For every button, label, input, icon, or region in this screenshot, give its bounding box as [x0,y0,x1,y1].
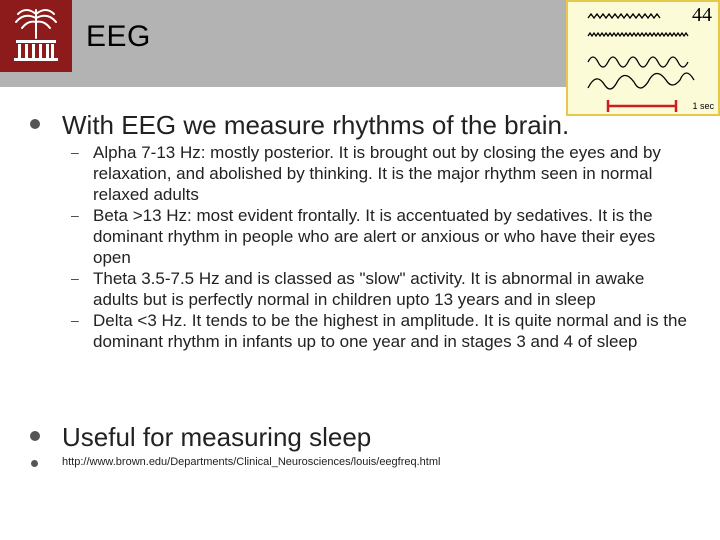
sub-bullet-item [71,310,693,352]
sub-bullet-item [71,268,693,310]
dash-icon: – [71,270,79,286]
beta-trace [588,14,660,18]
bullet-dot-icon [30,119,40,129]
sub-bullet-text: Delta <3 Hz. It tends to be the highest in amplitude. It is quite normal and is the dominant rhythm in infants up to one year and in stages 3 and 4 of sleep [93,311,687,351]
slide-title: EEG [86,20,151,53]
sub-bullet-list [71,142,693,352]
figure-number: 44 [692,4,712,26]
sub-bullet-text: Theta 3.5-7.5 Hz and is classed as "slow" activity. It is abnormal in awake adults but is perfectly normal in children upto 13 years and in sleep [93,269,645,309]
sub-bullet-text: Alpha 7-13 Hz: mostly posterior. It is brought out by closing the eyes and by relaxation, and abolished by thinking. It is the major rhythm seen in normal relaxed adults [93,143,661,204]
sub-bullet-text: Beta >13 Hz: most evident frontally. It is accentuated by sedatives. It is the dominant rhythm in people who are alert or anxious or who have their eyes open [93,206,656,267]
delta-trace [588,73,694,89]
bullet-dot-icon [31,460,38,467]
bullet-item [30,422,371,453]
palmetto-logo-icon [0,0,72,72]
bullet-item [30,110,569,141]
source-link[interactable]: http://www.brown.edu/Departments/Clinical_Neurosciences/louis/eegfreq.html [62,456,441,468]
sub-bullet-item [71,205,693,268]
eeg-waveform-figure [566,0,720,116]
eeg-traces [568,2,718,114]
dash-icon: – [71,144,79,160]
bullet-text: Useful for measuring sleep [62,422,372,452]
time-scale-bar [608,100,676,112]
sub-bullet-item [71,142,693,205]
dense-trace [588,33,688,36]
bullet-text: With EEG we measure rhythms of the brain. [62,110,570,140]
alpha-trace [588,57,688,67]
bullet-item [30,456,440,468]
dash-icon: – [71,207,79,223]
dash-icon: – [71,312,79,328]
university-logo [0,0,72,72]
time-scale-label: 1 sec [692,101,714,111]
bullet-dot-icon [30,431,40,441]
